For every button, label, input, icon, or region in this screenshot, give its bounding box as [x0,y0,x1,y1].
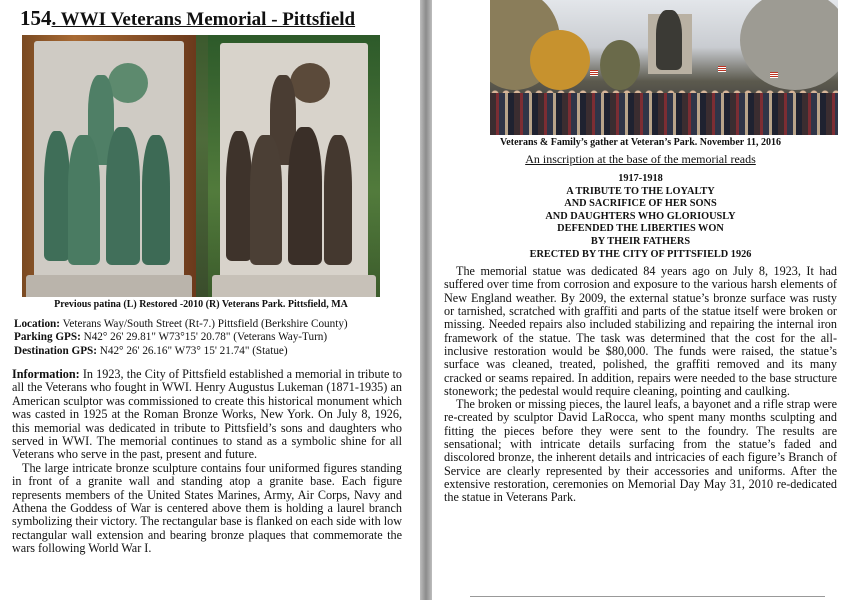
sculpture-paragraph: The large intricate bronze sculpture contains four uniformed figures standing in front of a granite wall and standing atop a granite base. Each figure represents members of the United States Marines, Army, Air Corps, Navy and Athena the Goddess of War is centered above them is holding a laurel branch symbolizing their victory. The rectangular base is flanked on each side with low rectangular wall extension and bearing bronze plaques that commemorate the wars following World War I. [12,460,402,556]
inscription-heading: An inscription at the base of the memorial reads [525,152,756,166]
parking-gps-label: Parking GPS: [14,331,81,344]
destination-gps-value: N42° 26' 26.16" W73° 15' 21.74" (Statue) [96,344,288,357]
previous-patina-photo [22,35,196,297]
title-text: . WWI Veterans Memorial - Pittsfield [51,9,356,30]
photo-caption: Veterans & Family’s gather at Veteran’s Park. November 11, 2016 [500,137,781,148]
location-value: Veterans Way/South Street (Rt-7.) Pittsfield (Berkshire County) [60,318,348,330]
memorial-comparison-photo [22,35,380,297]
inscription [444,173,837,261]
inscription-line: AND DAUGHTERS WHO GLORIOUSLY [545,210,736,222]
restoration-paragraph: The memorial statue was dedicated 84 years ago on July 8, 1923, It had suffered over time from corrosion and exposure to the various harsh elements of New England weather. By 2009, the external statue’s bronze surface was rusty or tarnished, scratched with graffiti and parts of the statue itself were broken or missing. Needed repairs also included stabilizing and repairing the internal iron framework of the statue. The task was determined that the cost for the all-inclusive restoration would be $80,000. The funds were raised, the statue’s surface was cleaned, treated, polished, the graffiti removed and its many cracked or seams repaired. In addition, repairs were needed to the base structure stonework; the pedestal would require cleaning, pointing and caulking. [444,264,837,398]
inscription-line: A TRIBUTE TO THE LOYALTY [566,185,715,197]
inscription-line: BY THEIR FATHERS [590,235,691,247]
parking-gps-value: N42° 26' 29.81" W73°15' 20.78" (Veterans Way-Turn) [80,331,328,344]
inscription-line: AND SACRIFICE OF HER SONS [564,198,717,210]
photo-caption: Previous patina (L) Restored -2010 (R) Veterans Park. Pittsfield, MA [54,299,348,310]
information-paragraph: In 1923, the City of Pittsfield established a memorial in tribute to all the Veterans who fought in WWI. Henry Augustus Lukeman (1871-1935) an American sculptor was commissioned to create this historical monument which was casted in 1925 at the Roman Bronze Works, New York. On July 8, 1926, this memorial was dedicated in tribute to Pittsfield’s sons and daughters who served in WWI. The memorial continues to stand as a symbolic shine for all Veterans who serve in the past, present and future. [12,366,402,462]
bottom-rule [470,596,825,597]
page-title [20,6,402,31]
veterans-gathering-photo [490,0,838,135]
rededication-paragraph: The broken or missing pieces, the laurel leafs, a bayonet and a rifle strap were re-created by sculptor David LaRocca, who spent many months sculpting and fitting the pieces before they were sent to the foundry. The results are sensational; with intricate details surfacing from the statue’s faded and discolored bronze, the inherent details and intricacies of each figure’s Branch of Service are clearly represented by their accessories and uniforms. After the extensive restoration, ceremonies on Memorial Day May 31, 2010 re-dedicated the statue in Veterans Park. [444,397,837,505]
right-page [432,0,847,600]
information-text [12,368,402,556]
information-label: Information: [12,366,80,381]
crowd [490,93,838,135]
inscription-line: 1917-1918 [618,173,663,184]
title-number: 154 [20,6,52,30]
location-details [14,318,402,358]
left-page [0,0,420,600]
location-label: Location: [14,318,60,330]
restored-statue-photo [208,35,380,297]
page-gutter [420,0,432,600]
inscription-line: ERECTED BY THE CITY OF PITTSFIELD 1926 [529,248,752,260]
restoration-text [444,265,837,504]
destination-gps-label: Destination GPS: [14,344,97,357]
inscription-line: DEFENDED THE LIBERTIES WON [557,223,724,235]
